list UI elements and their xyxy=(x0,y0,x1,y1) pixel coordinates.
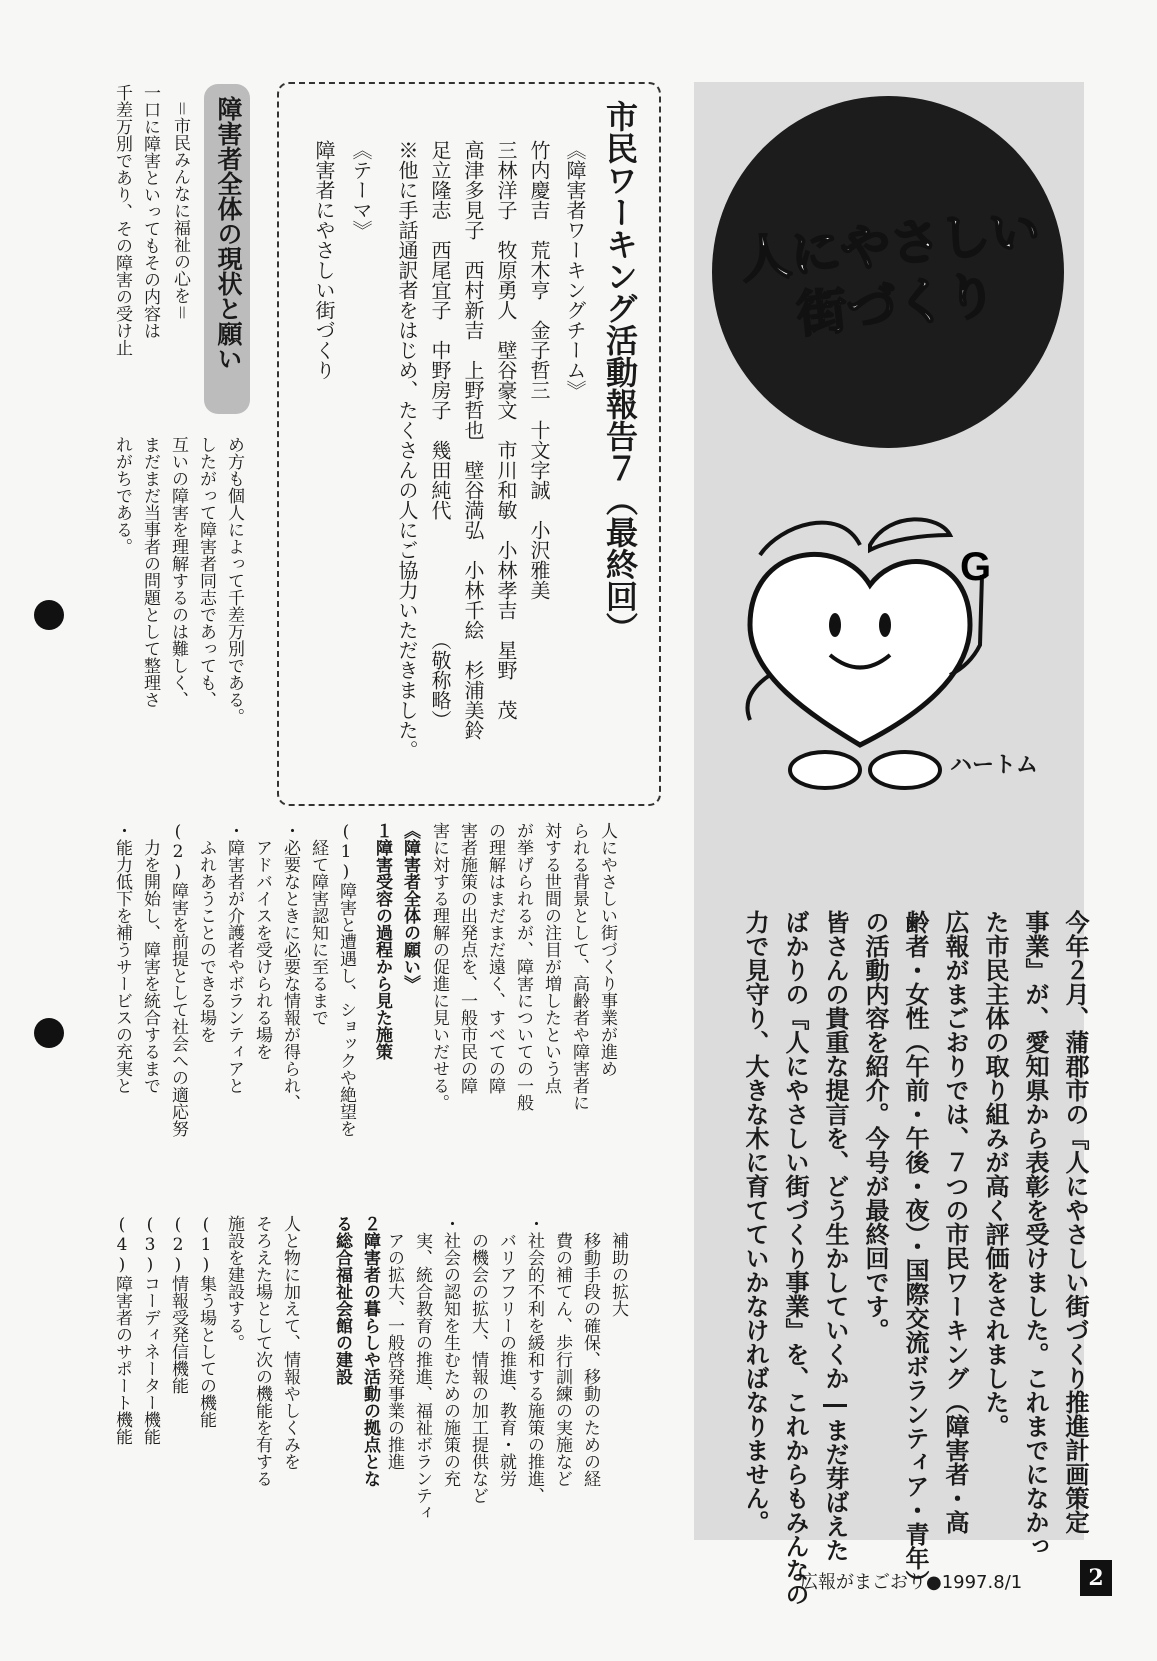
binder-hole xyxy=(34,600,64,630)
article-subhead: ＝市民みんなに福祉の心を＝ xyxy=(170,100,190,321)
theme-heading: 《テーマ》 xyxy=(349,140,373,240)
section-heading: 《障害者全体の願い》 xyxy=(400,822,420,992)
article-column: 補助の拡大 移動手段の確保、移動のための経 費の補てん、歩行訓練の実施など ・社会的不利を緩和する施策の推進、 バリアフリーの推進、教育・就労 の機会の拡大、情報の加工提供など ・社会の認知を生むための施策の充 実、統合教育の推進、福祉ボランティ アの拡大、一般啓発事業の推進 xyxy=(384,1215,628,1521)
article-heading: 障害者全体の現状と願い xyxy=(214,96,243,371)
article-column: 人にやさしい街づくり事業が進め られる背景として、高齢者や障害者に 対する世間の注目が増したという点 が挙げられるが、障害についての一般 の理解はまだまだ遠く、すべての障 害者施策の出発点を、一般市民の障 害に対する理解の促進に見いだせる。 xyxy=(429,822,617,1111)
circle-title: 人にやさしい街づくり xyxy=(738,200,1043,345)
article-column: 人と物に加えて、情報やしくみを そろえた場として次の機能を有する 施設を建設する。 (1)集う場としての機能 (2)情報受発信機能 (3)コーディネーター機能 (4)障害者のサポート機能 xyxy=(112,1215,300,1487)
section-subheading: １障害受容の過程から見た施策 xyxy=(372,822,392,1060)
footer-publication: 広報がまごおり●1997.8/1 xyxy=(800,1572,1023,1593)
mascot-name: ハートム xyxy=(950,753,1039,778)
intro-text: 今年２月、蒲郡市の『人にやさしい街づくり推進計画策定 事業』が、愛知県から表彰を受けました。これまでになかっ た市民主体の取り組みが高く評価をされました。 広報がまごおりでは、７つの市民ワーキング（障害者・高 齢者・女性（午前・午後・夜）・国際交流ボランティア・青年） の活動内容を紹介。今号が最終回です。 皆さんの貴重な提言を、どう生かしていくか―まだ芽ばえた ばかりの『人にやさしい街づくり事業』を、これからもみんなの 力で見守り、大きな木に育てていかなければなりません。 xyxy=(741,910,1089,1606)
report-title: 市民ワーキング活動報告７（最終回） xyxy=(601,100,639,644)
team-name: 《障害者ワーキングチーム》 xyxy=(563,140,587,400)
member-list: 竹内慶吉 荒木亨 金子哲三 十文字誠 小沢雅美 三林洋子 牧原勇人 壁谷豪文 市川和敏 小林孝吉 星野 茂 高津多見子 西村新吉 上野哲也 壁谷満弘 小林千絵 杉浦美鈴 足立隆志 西尾宜子 中野房子 幾田純代 （敬称略） ※他に手話通訳者をはじめ、たくさんの人にご協力いただきました。 xyxy=(395,140,551,760)
article-column: 一口に障害といってもその内容は 千差万別であり、その障害の受け止 xyxy=(112,84,160,356)
theme-text: 障害者にやさしい街づくり xyxy=(312,140,336,380)
article-column: (1)障害と遭遇し、ショックや絶望を 経て障害認知に至るまで ・必要なときに必要な情報が得られ、 アドバイスを受けられる場を ・障害者が介護者やボランティアと ふれあうことのできる場を (2)障害を前提として社会への適応努 力を開始し、障害を統合するまで ・能力低下を補うサービスの充実と xyxy=(112,822,356,1137)
svg-text:G: G xyxy=(960,545,992,589)
article-column: め方も個人によって千差万別である。 したがって障害者同志であっても、 互いの障害を理解するのは難しく、 まだまだ当事者の問題として整理さ れがちである。 xyxy=(112,436,244,725)
section-heading: ２障害者の暮らしや活動の拠点とな る総合福祉会館の建設 xyxy=(332,1215,380,1487)
binder-hole xyxy=(34,1018,64,1048)
page-number: 2 xyxy=(1080,1560,1112,1596)
